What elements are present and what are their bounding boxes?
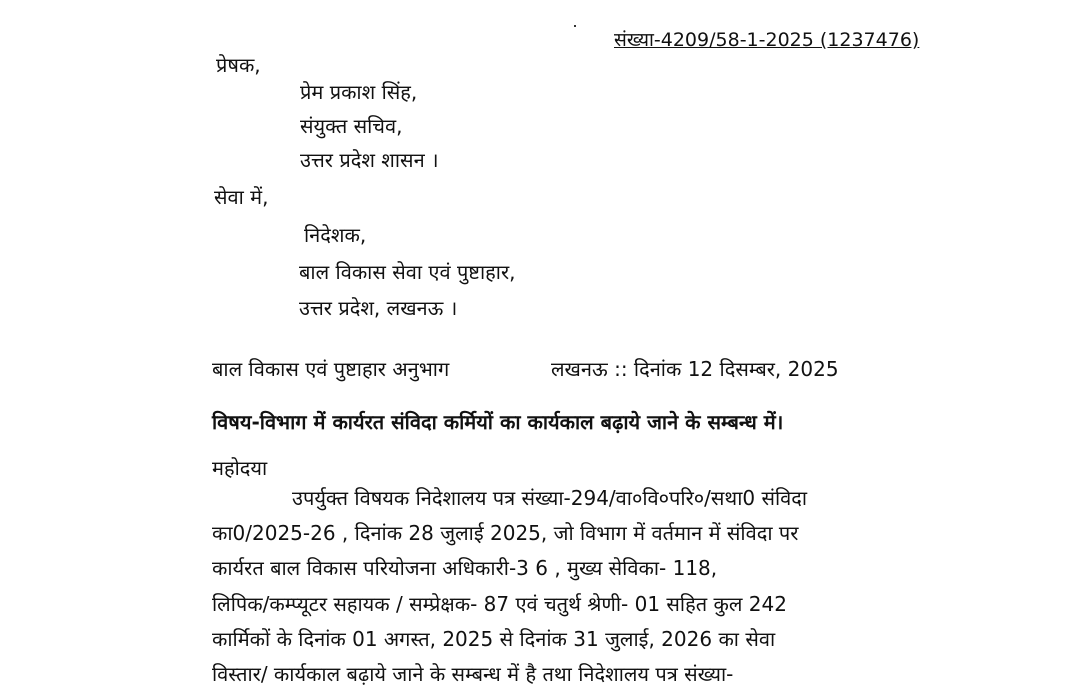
- sender-name: प्रेम प्रकाश सिंह,: [300, 80, 418, 104]
- recipient-label: सेवा में,: [214, 185, 269, 209]
- body-line-1: उपर्युक्त विषयक निदेशालय पत्र संख्या-294/वा०वि०परि०/सथा0 संविदा: [292, 486, 808, 510]
- subject-line: विषय-विभाग में कार्यरत संविदा कर्मियों का कार्यकाल बढ़ाये जाने के सम्बन्ध में।: [212, 410, 784, 434]
- recipient-designation: निदेशक,: [304, 223, 367, 247]
- recipient-location: उत्तर प्रदेश, लखनऊ ।: [299, 296, 458, 320]
- body-line-5: कार्मिकों के दिनांक 01 अगस्त, 2025 से दिनांक 31 जुलाई, 2026 का सेवा: [212, 627, 776, 651]
- reference-number: संख्या-4209/58-1-2025 (1237476): [614, 29, 920, 51]
- section-name: बाल विकास एवं पुष्टाहार अनुभाग: [212, 357, 450, 381]
- body-line-4: लिपिक/कम्प्यूटर सहायक / सम्प्रेक्षक- 87 एवं चतुर्थ श्रेणी- 01 सहित कुल 242: [212, 592, 787, 616]
- scan-speck: [574, 25, 576, 27]
- recipient-department: बाल विकास सेवा एवं पुष्टाहार,: [299, 260, 516, 284]
- sender-designation: संयुक्त सचिव,: [300, 114, 403, 138]
- body-line-3: कार्यरत बाल विकास परियोजना अधिकारी-3 6 , मुख्य सेविका- 118,: [212, 556, 718, 580]
- sender-office: उत्तर प्रदेश शासन ।: [300, 148, 439, 172]
- salutation: महोदया: [212, 456, 268, 480]
- place-date: लखनऊ :: दिनांक 12 दिसम्बर, 2025: [551, 357, 839, 381]
- body-line-2: का0/2025-26 , दिनांक 28 जुलाई 2025, जो विभाग में वर्तमान में संविदा पर: [212, 521, 799, 545]
- body-line-6: विस्तार/ कार्यकाल बढ़ाये जाने के सम्बन्ध में है तथा निदेशालय पत्र संख्या-: [212, 662, 734, 686]
- sender-label: प्रेषक,: [216, 53, 261, 77]
